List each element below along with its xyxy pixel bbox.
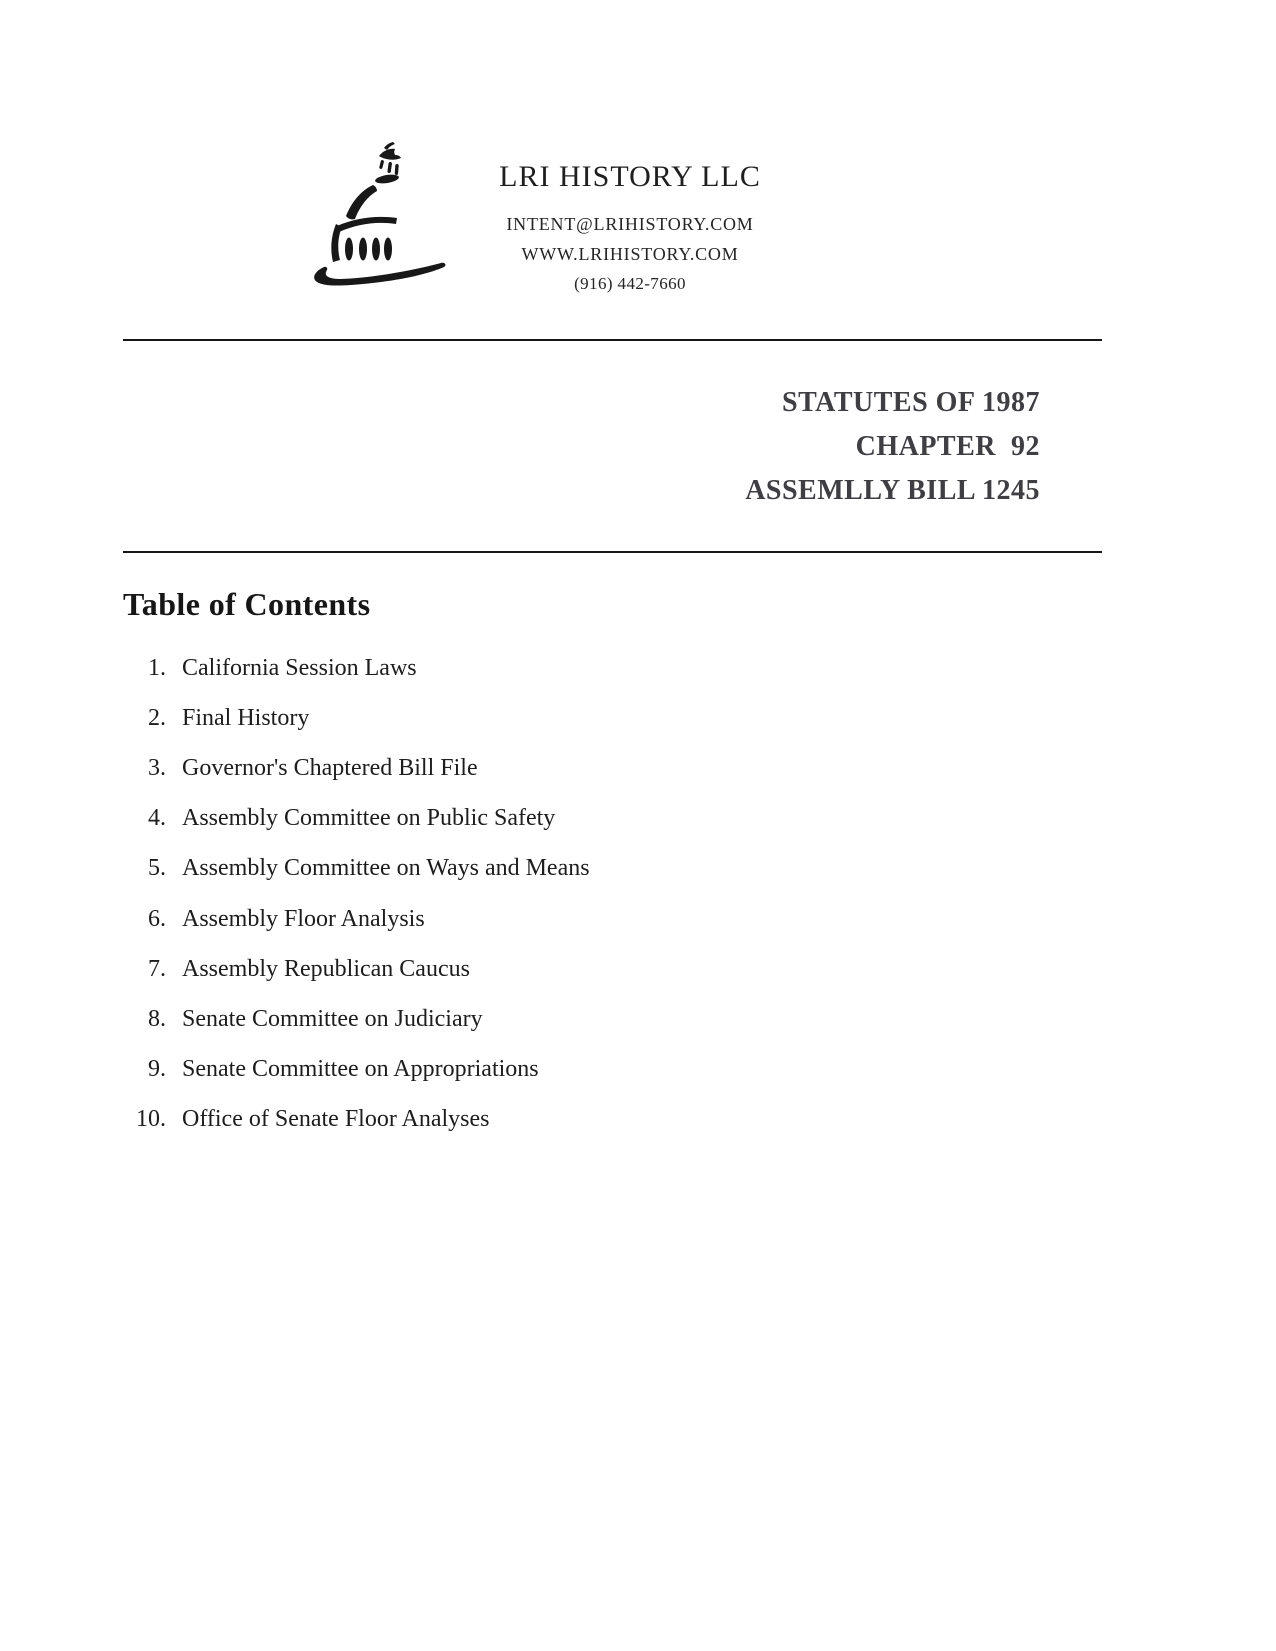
toc-item (0, 743, 900, 793)
toc-item (0, 894, 900, 944)
horizontal-rule-top (123, 339, 1102, 341)
toc-item (0, 844, 900, 894)
toc-item-label: Assembly Committee on Public Safety (182, 805, 556, 832)
capitol-dome-logo-icon (309, 141, 449, 289)
toc-item (0, 944, 900, 994)
toc-item-label: Assembly Floor Analysis (182, 905, 425, 932)
contact-lines (455, 209, 805, 299)
company-name: LRI HISTORY LLC (499, 160, 761, 193)
toc-item-label: Assembly Republican Caucus (182, 955, 470, 982)
toc-item-label: Assembly Committee on Ways and Means (182, 855, 590, 882)
title-line-bill: ASSEMLLY BILL 1245 (745, 475, 1040, 506)
toc-item-number: 5. (148, 855, 166, 882)
toc-item-label: Final History (182, 704, 310, 731)
toc-item (0, 1045, 900, 1095)
document-title-block (745, 381, 1040, 513)
toc-item-number: 2. (148, 704, 166, 731)
title-line-statutes: STATUTES OF 1987 (782, 387, 1040, 418)
toc-item-number: 3. (148, 754, 166, 781)
toc-item-label: Office of Senate Floor Analyses (182, 1106, 490, 1133)
company-phone: (916) 442-7660 (574, 274, 686, 293)
toc-item-label: Senate Committee on Appropriations (182, 1056, 539, 1083)
toc-item-label: Governor's Chaptered Bill File (182, 754, 478, 781)
toc-item (0, 794, 900, 844)
toc-item-number: 6. (148, 905, 166, 932)
toc-item (0, 1095, 900, 1145)
toc-item-number: 1. (148, 654, 166, 681)
toc-item (0, 643, 900, 693)
toc-item-number: 10. (136, 1106, 166, 1133)
toc-heading: Table of Contents (123, 586, 371, 622)
toc-item-label: California Session Laws (182, 654, 417, 681)
toc-item-number: 4. (148, 805, 166, 832)
toc-item-label: Senate Committee on Judiciary (182, 1005, 483, 1032)
toc-item (0, 693, 900, 743)
title-line-chapter: CHAPTER 92 (855, 431, 1040, 462)
toc-list (0, 643, 900, 1145)
horizontal-rule-bottom (123, 551, 1102, 553)
toc-item-number: 9. (148, 1056, 166, 1083)
company-email: INTENT@LRIHISTORY.COM (506, 214, 754, 234)
company-website: WWW.LRIHISTORY.COM (521, 244, 739, 264)
toc-item (0, 994, 900, 1044)
toc-item-number: 8. (148, 1005, 166, 1032)
company-contact-block (455, 158, 805, 299)
toc-item-number: 7. (148, 955, 166, 982)
